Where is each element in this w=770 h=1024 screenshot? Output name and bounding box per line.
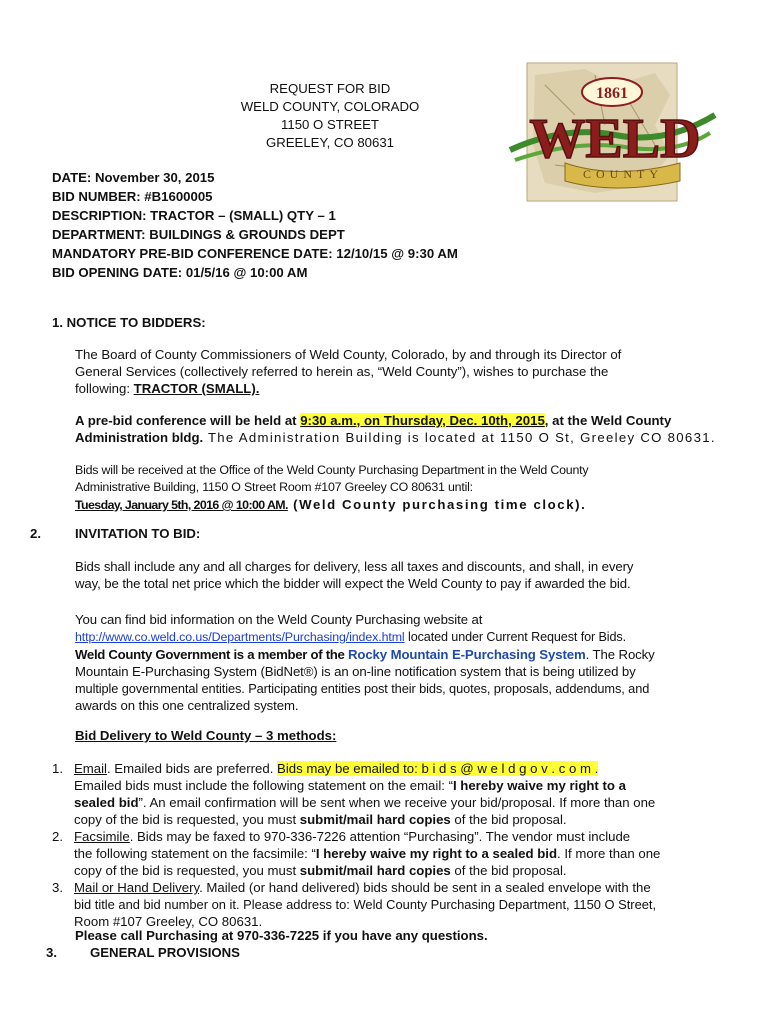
text-span: Weld County Government is a member of the [75, 647, 348, 662]
list-number: 3. [52, 880, 63, 895]
text-line: way, be the total net price which the bidder will expect the Weld County to pay if awarded the bid. [75, 576, 631, 591]
list-number: 2. [52, 829, 63, 844]
purchasing-website-link[interactable]: http://www.co.weld.co.us/Departments/Purchasing/index.html [75, 630, 405, 644]
section-3-number: 3. [46, 945, 57, 960]
text-line: awards on this one centralized system. [75, 698, 299, 713]
delivery-methods-list [52, 760, 752, 930]
text-line [75, 412, 745, 429]
rocky-mountain-system: Rocky Mountain E-Purchasing System [347, 647, 586, 662]
section-2-paragraph-1 [75, 558, 745, 592]
text-line: multiple governmental entities. Participating entities post their bids, quotes, proposals, addendums, and [75, 681, 650, 696]
deadline: Tuesday, January 5th, 2016 @ 10:00 AM. [75, 498, 288, 512]
list-number: 1. [52, 761, 63, 776]
text-line [52, 794, 752, 811]
title-line-1: REQUEST FOR BID [269, 81, 391, 96]
logo-year: 1861 [596, 85, 628, 102]
weld-county-logo [505, 55, 720, 205]
text-span: sealed bid [74, 795, 139, 810]
call-purchasing: Please call Purchasing at 970-336-7225 if you have any questions. [75, 928, 488, 943]
method-mail [52, 879, 752, 896]
text-line: bid title and bid number on it. Please address to: Weld County Purchasing Department, 1150 O Street, [74, 897, 657, 912]
text-span: Emailed bids must include the following statement on the email: “ [74, 778, 453, 793]
section-1-paragraph-3 [75, 462, 745, 514]
bid-delivery-heading: Bid Delivery to Weld County – 3 methods: [75, 728, 337, 743]
text-span: The Administration Building is located at 1150 O St, Greeley CO 80631. [203, 430, 716, 445]
bid-description: DESCRIPTION: TRACTOR – (SMALL) QTY – 1 [52, 208, 336, 223]
text-span: submit/mail hard copies [299, 863, 451, 878]
text-span: . Mailed (or hand delivered) bids should be sent in a sealed envelope with the [199, 880, 651, 895]
text-line [75, 646, 745, 663]
text-line: The Board of County Commissioners of Weld County, Colorado, by and through its Director of [75, 347, 622, 362]
title-block [200, 80, 460, 152]
title-line-3: 1150 O STREET [281, 117, 379, 132]
method-label: Email [74, 761, 107, 776]
text-line [52, 862, 752, 879]
text-span: I hereby waive my right to a [452, 778, 626, 793]
text-span: ”. An email confirmation will be sent when we receive your bid/proposal. If more than one [138, 795, 656, 810]
text-line [75, 496, 745, 514]
section-1-paragraph-2 [75, 412, 745, 446]
item-name: TRACTOR (SMALL). [133, 381, 260, 396]
text-span: I hereby waive my right to a sealed bid [315, 846, 558, 861]
bid-date: DATE: November 30, 2015 [52, 170, 215, 185]
text-line: Room #107 Greeley, CO 80631. [74, 914, 263, 929]
bid-header [52, 168, 458, 282]
text-line: Bids shall include any and all charges for delivery, less all taxes and discounts, and shall, in every [75, 559, 634, 574]
text-line: Mountain E-Purchasing System (BidNet®) is an on-line notification system that is being utilized by [75, 664, 636, 679]
text-span: of the bid proposal. [450, 863, 567, 878]
method-email [52, 760, 752, 777]
email-address-highlight: Bids may be emailed to: b i d s @ w e l d g o v . c o m . [277, 761, 599, 776]
text-span: located under Current Request for Bids. [404, 630, 627, 644]
text-line [52, 845, 752, 862]
logo-graphic [505, 55, 720, 205]
text-span: copy of the bid is requested, you must [74, 863, 300, 878]
section-1-heading: 1. NOTICE TO BIDDERS: [52, 315, 206, 330]
section-1-paragraph-1 [75, 346, 735, 397]
method-label: Facsimile [74, 829, 130, 844]
text-line: General Services (collectively referred to herein as, “Weld County”), wishes to purchase the [75, 364, 609, 379]
text-span: (Weld County purchasing time clock). [287, 497, 587, 512]
text-line: Bids will be received at the Office of the Weld County Purchasing Department in the Weld County [75, 463, 589, 477]
section-2-heading: INVITATION TO BID: [75, 526, 201, 541]
text-line: You can find bid information on the Weld County Purchasing website at [75, 612, 483, 627]
logo-word: WELD [529, 108, 701, 170]
text-span: the following statement on the facsimile: “ [74, 846, 316, 861]
text-span: . If more than one [557, 846, 661, 861]
bid-number: BID NUMBER: #B1600005 [52, 189, 213, 204]
text-line [75, 628, 745, 646]
bid-opening-date: BID OPENING DATE: 01/5/16 @ 10:00 AM [52, 265, 308, 280]
title-line-4: GREELEY, CO 80631 [265, 135, 395, 150]
conference-time-highlight: 9:30 a.m., on Thursday, Dec. 10th, 2015 [300, 413, 545, 428]
text-line: Administrative Building, 1150 O Street Room #107 Greeley CO 80631 until: [75, 480, 473, 494]
text-span: A pre-bid conference will be held at [75, 413, 301, 428]
text-span: of the bid proposal. [450, 812, 567, 827]
section-3-heading: GENERAL PROVISIONS [90, 945, 240, 960]
text-span: . Emailed bids are preferred. [106, 761, 278, 776]
prebid-conference-date: MANDATORY PRE-BID CONFERENCE DATE: 12/10/15 @ 9:30 AM [52, 246, 458, 261]
text-span: copy of the bid is requested, you must [74, 812, 300, 827]
method-facsimile [52, 828, 752, 845]
bid-department: DEPARTMENT: BUILDINGS & GROUNDS DEPT [52, 227, 345, 242]
text-line [75, 429, 745, 446]
section-2-number: 2. [30, 526, 41, 541]
section-2-paragraph-2 [75, 611, 745, 714]
method-label: Mail or Hand Delivery [74, 880, 200, 895]
text-span: submit/mail hard copies [299, 812, 451, 827]
title-line-2: WELD COUNTY, COLORADO [240, 99, 420, 114]
text-span: . Bids may be faxed to 970-336-7226 attention “Purchasing”. The vendor must include [129, 829, 631, 844]
text-span: . The Rocky [585, 647, 655, 662]
text-span: Administration bldg. [75, 430, 204, 445]
text-line [52, 811, 752, 828]
text-line [52, 777, 752, 794]
text-span: following: [75, 381, 134, 396]
logo-county: COUNTY [583, 167, 663, 181]
text-line [75, 380, 735, 397]
text-span: , at the Weld County [544, 413, 672, 428]
